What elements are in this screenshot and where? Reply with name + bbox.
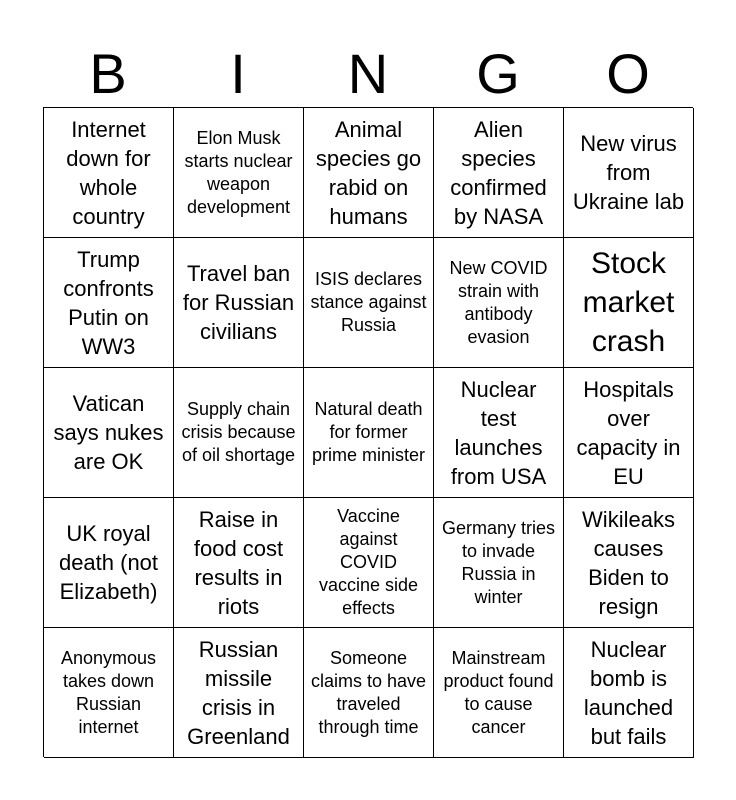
header-letter-i: I [230,42,246,105]
bingo-cell[interactable] [564,238,694,368]
bingo-cell-text: Alien species confirmed by NASA [450,116,547,229]
bingo-cell-text: Vaccine against COVID vaccine side effects [318,506,419,618]
bingo-cell[interactable] [304,628,434,758]
bingo-cell-text: Natural death for former prime minister [311,399,426,465]
bingo-header [43,42,693,106]
bingo-cell[interactable] [434,628,564,758]
bingo-cell[interactable] [434,108,564,238]
bingo-cell[interactable] [564,628,694,758]
bingo-cell-text: UK royal death (not Elizabeth) [58,521,159,604]
bingo-cell-text: Animal species go rabid on humans [315,116,422,229]
bingo-cell-text: New COVID strain with antibody evasion [449,257,548,347]
bingo-cell-text: Russian missile crisis in Greenland [187,636,290,749]
bingo-cell-text: Mainstream product found to cause cancer [443,647,554,737]
header-letter-b: B [89,42,127,105]
bingo-cell-text: Raise in food cost results in riots [193,506,284,619]
bingo-cell[interactable] [174,628,304,758]
bingo-cell-text: Anonymous takes down Russian internet [60,647,157,737]
bingo-cell-text: Travel ban for Russian civilians [182,261,295,344]
bingo-cell[interactable] [44,628,174,758]
bingo-cell[interactable] [304,108,434,238]
bingo-cell[interactable] [434,498,564,628]
bingo-cell[interactable] [174,238,304,368]
bingo-cell[interactable] [44,238,174,368]
header-letter-o: O [606,42,650,105]
bingo-cell-text: Stock market crash [582,247,675,358]
bingo-cell[interactable] [174,498,304,628]
header-letter-g: G [476,42,520,105]
bingo-cell-text: New virus from Ukraine lab [572,131,685,214]
header-letter-n: N [347,42,389,105]
bingo-cell[interactable] [304,368,434,498]
bingo-card-grid [43,107,693,757]
bingo-cell-text: Nuclear test launches from USA [450,376,547,489]
bingo-cell[interactable] [434,238,564,368]
bingo-cell[interactable] [564,368,694,498]
bingo-cell[interactable] [434,368,564,498]
bingo-cell[interactable] [44,108,174,238]
bingo-cell[interactable] [174,108,304,238]
bingo-cell-text: Nuclear bomb is launched but fails [583,636,674,749]
bingo-cell[interactable] [44,368,174,498]
bingo-cell[interactable] [564,498,694,628]
bingo-cell-text: Supply chain crisis because of oil shortage [181,399,296,465]
bingo-cell[interactable] [304,238,434,368]
bingo-cell-text: Vatican says nukes are OK [53,391,164,474]
bingo-cell[interactable] [44,498,174,628]
bingo-cell-text: Elon Musk starts nuclear weapon development [184,127,293,217]
bingo-cell-text: Trump confronts Putin on WW3 [63,246,154,359]
bingo-cell-text: ISIS declares stance against Russia [310,269,427,335]
bingo-cell-text: Someone claims to have traveled through time [310,647,427,737]
bingo-cell-text: Wikileaks causes Biden to resign [582,506,675,619]
bingo-cell-text: Hospitals over capacity in EU [576,376,681,489]
bingo-cell[interactable] [564,108,694,238]
bingo-cell[interactable] [174,368,304,498]
bingo-cell[interactable] [304,498,434,628]
bingo-cell-text: Germany tries to invade Russia in winter [441,517,556,607]
bingo-cell-text: Internet down for whole country [66,116,151,229]
